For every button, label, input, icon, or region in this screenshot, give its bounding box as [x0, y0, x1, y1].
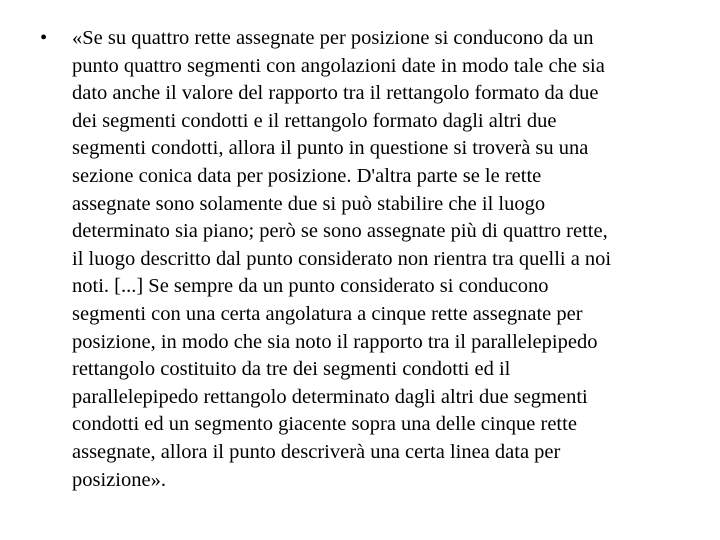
quote-bullet-item — [40, 25, 690, 494]
quote-paragraph: «Se su quattro rette assegnate per posizione si conducono da un punto quattro segmenti con angolazioni date in modo tale che sia dato anche il valore del rapporto tra il rettangolo formato da due dei segmenti condotti e il rettangolo formato dagli altri due segmenti condotti, allora il punto in questione si troverà su una sezione conica data per posizione. D'altra parte se le rette assegnate sono solamente due si può stabilire che il luogo determinato sia piano; però se sono assegnate più di quattro rette, il luogo descritto dal punto considerato non rientra tra quelli a noi noti. [...] Se sempre da un punto considerato si conducono segmenti con una certa angolatura a cinque rette assegnate per posizione, in modo che sia noto il rapporto tra il parallelepipedo rettangolo costituito da tre dei segmenti condotti ed il parallelepipedo rettangolo determinato dagli altri due segmenti condotti ed un segmento giacente sopra una delle cinque rette assegnate, allora il punto descriverà una certa linea data per posizione». — [72, 27, 612, 491]
bullet-icon: • — [40, 27, 48, 49]
